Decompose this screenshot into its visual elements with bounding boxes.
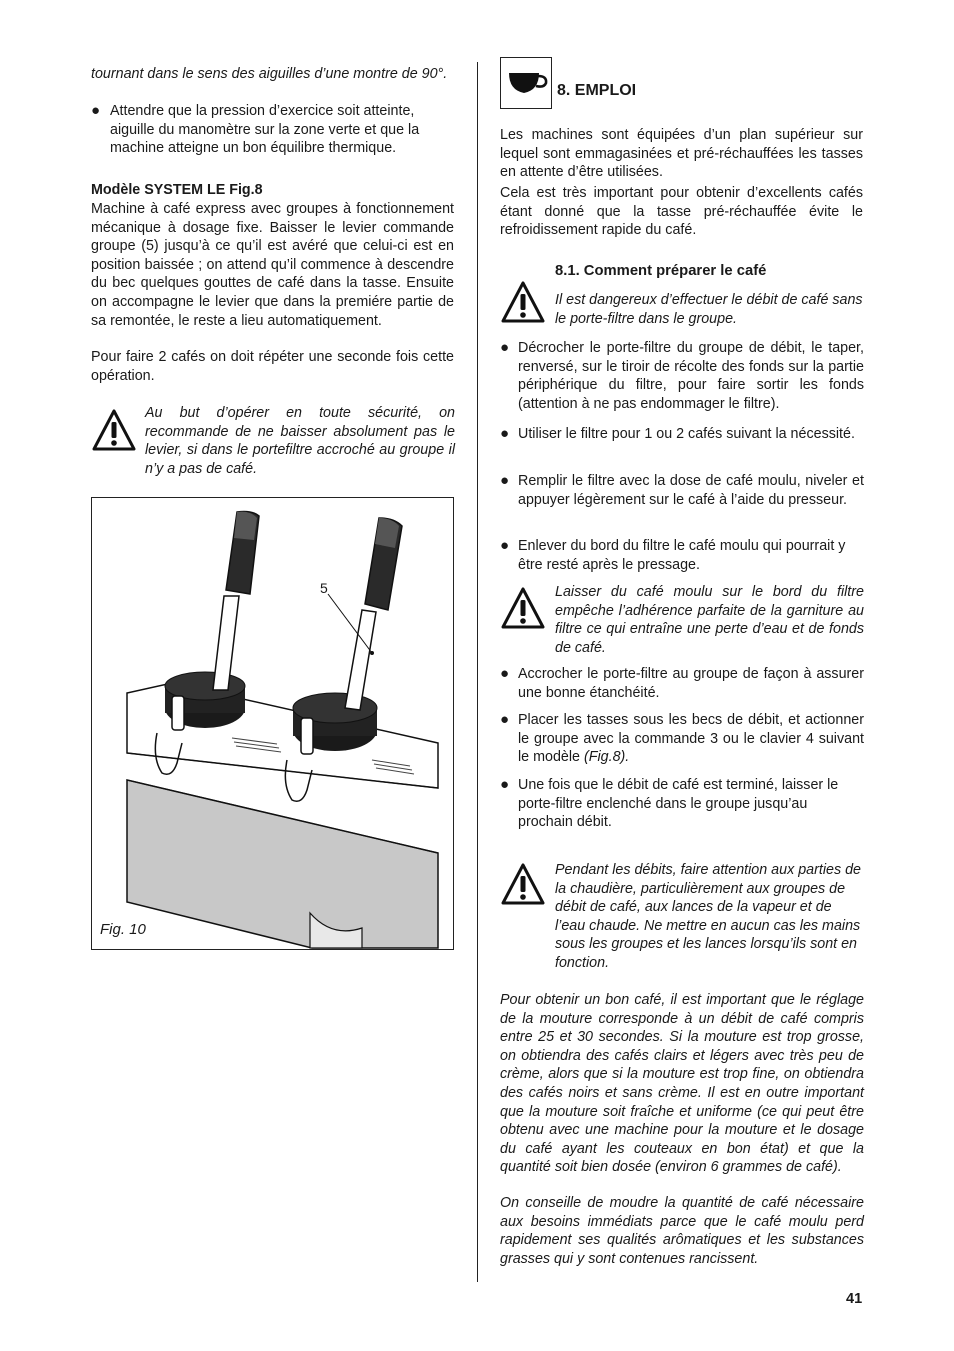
bullet-text xyxy=(518,711,864,767)
warning-text: Il est dangereux d’effectuer le débit de café sans le porte-filtre dans le groupe. xyxy=(555,292,863,327)
bullet-text-body: Placer les tasses sous les becs de débit, et actionner le groupe avec la commande 3 ou le clavier 4 suivant le modèle xyxy=(518,712,864,766)
bullet-text: Décrocher le porte-filtre du groupe de débit, le taper, renversé, sur le tiroir de récolte des fonds sur la partie périphérique du filtre, pour faire sortir les fonds (attention à ne pas endommager le filtre). xyxy=(518,340,864,412)
bullet-text: Attendre que la pression d’exercice soit atteinte, aiguille du manomètre sur la zone verte et que la machine atteigne un bon équilibre thermique. xyxy=(110,103,420,157)
figure-illustration xyxy=(92,498,454,950)
warning-text: Pendant les débits, faire attention aux parties de la chaudière, particulièrement aux groupes de débit de café, aux lances de la vapeur et de l’eau chaude. Ne mettre en aucun cas les mains sous les groupes et les lances lorsqu’ils sont en fonction. xyxy=(555,862,861,971)
bullet-dot: ● xyxy=(500,711,510,728)
model-paragraph-2: Pour faire 2 cafés on doit répéter une seconde fois cette opération. xyxy=(91,349,454,384)
warning-triangle-icon xyxy=(500,862,546,906)
bullet-text: Remplir le filtre avec la dose de café moulu, niveler et appuyer légèrement sur le café à l’aide du presseur. xyxy=(518,473,864,508)
figure-caption: Fig. 10 xyxy=(100,921,146,938)
warning-triangle-icon xyxy=(91,408,137,452)
bullet-text: Accrocher le porte-filtre au groupe de façon à assurer une bonne étanchéité. xyxy=(518,666,864,701)
coffee-cup-icon xyxy=(501,58,551,108)
model-heading: Modèle SYSTEM LE Fig.8 xyxy=(91,182,263,198)
figure-callout-label: 5 xyxy=(320,580,328,596)
subsection-title: 8.1. Comment préparer le café xyxy=(555,263,767,279)
intro-paragraph-1: Les machines sont équipées d’un plan supérieur sur lequel sont emmagasinées et pré-réchauffées les tasses en attente d’être utilisées. xyxy=(500,127,863,181)
bullet-dot: ● xyxy=(500,537,510,554)
bullet-text: Utiliser le filtre pour 1 ou 2 cafés suivant la nécessité. xyxy=(518,426,855,442)
warning-text: Au but d’opérer en toute sécurité, on recommande de ne baisser absolument pas le levier, si dans le portefiltre accroché au groupe il n’y a pas de café. xyxy=(145,405,455,477)
bullet-dot: ● xyxy=(500,425,510,442)
warning-text: Laisser du café moulu sur le bord du filtre empêche l’adhérence parfaite de la garniture au filtre ce qui entraîne une perte d’eau et de fonds de café. xyxy=(555,584,864,656)
column-divider xyxy=(477,62,478,1282)
closing-paragraph-1: Pour obtenir un bon café, il est important que le réglage de la mouture corresponde à un débit de café compris entre 25 et 30 secondes. Si la mouture est trop grosse, on obtiendra des cafés clairs et légers avec très peu de crème, alors que si la mouture est trop fine, on obtiendra des cafés noirs et sans crème. Il est en outre important que la mouture soit fraîche et uniforme (ce qui peut être obtenu avec une machine pour la mouture et le dosage du café ayant les couteaux en bon état) et que la quantité soit bien dosée (environ 6 grammes de café). xyxy=(500,992,864,1176)
bullet-dot: ● xyxy=(500,665,510,682)
section-title: 8. EMPLOI xyxy=(557,82,637,99)
warning-triangle-icon xyxy=(500,280,546,324)
bullet-dot: ● xyxy=(500,776,510,793)
bullet-text: Enlever du bord du filtre le café moulu qui pourrait y être resté après le pressage. xyxy=(518,538,846,573)
bullet-dot: ● xyxy=(91,102,101,119)
section-icon-box xyxy=(500,57,552,109)
page-number: 41 xyxy=(846,1291,863,1307)
model-paragraph: Machine à café express avec groupes à fonctionnement mécanique à dosage fixe. Baisser le levier commande groupe (5) jusqu’à ce qu’il est avéré que celui-ci est en position baissée ; on attend qu’il commence à descendre du bec quelques gouttes de café dans la tasse. Ensuite on accompagne le levier que dans la premiére partie de sa remontée, le reste a lieu automatiquement. xyxy=(91,201,454,329)
figure-reference: (Fig.8). xyxy=(583,749,630,766)
warning-triangle-icon xyxy=(500,586,546,630)
bullet-dot: ● xyxy=(500,472,510,489)
continued-text: tournant dans le sens des aiguilles d’une montre de 90°. xyxy=(91,66,448,82)
bullet-dot: ● xyxy=(500,339,510,356)
bullet-text: Une fois que le débit de café est terminé, laisser le porte-filtre enclenché dans le groupe jusqu’au prochain débit. xyxy=(518,777,839,831)
figure-espresso-levers xyxy=(91,497,454,950)
intro-paragraph-2: Cela est très important pour obtenir d’excellents cafés étant donné que la tasse pré-réchauffée évite le refroidissement rapide du café. xyxy=(500,185,863,239)
closing-paragraph-2: On conseille de moudre la quantité de café nécessaire aux besoins immédiats parce que le café moulu perd rapidement ses qualités arômatiques et les substances grasses qui y sont contenues rancissent. xyxy=(500,1195,864,1267)
